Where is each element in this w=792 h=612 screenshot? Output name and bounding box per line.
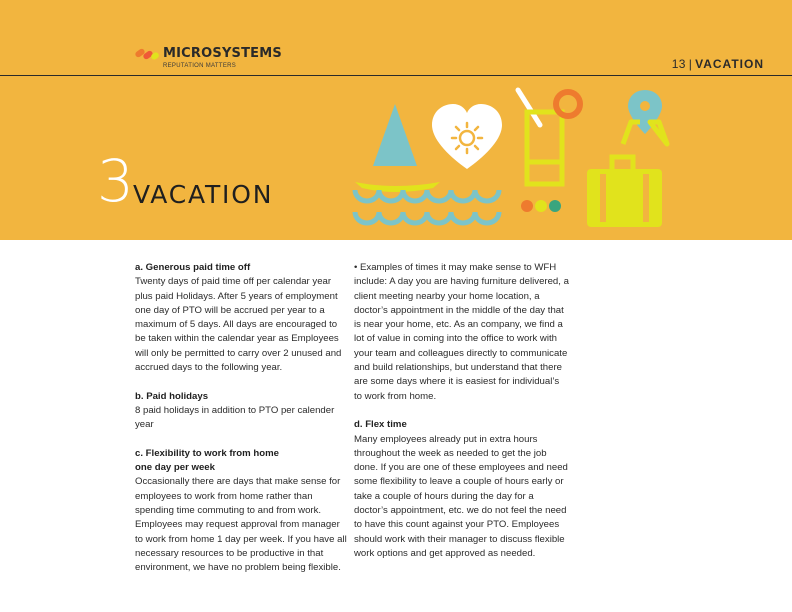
- section-body: Occasionally there are days that make sense for employees to work from home rather than spending time commuting to and from work. Employees may request approval from manager to work from home 1 day per week. If you have all necessary resources to be productive in that environment, we have no problem being flexible.: [135, 476, 347, 574]
- chapter-title: VACATION: [133, 180, 274, 209]
- page-title: VACATION: [695, 57, 764, 71]
- ring-icon: [556, 92, 580, 116]
- section-heading: c. Flexibility to work from home: [135, 447, 279, 459]
- heart-sun-icon: [432, 104, 502, 169]
- section-heading: b. Paid holidays: [135, 390, 209, 402]
- content-column-right: [354, 261, 569, 576]
- section-body: 8 paid holidays in addition to PTO per calender year: [135, 404, 335, 431]
- section-work-from-home: [135, 447, 347, 576]
- section-paid-time-off: [135, 261, 347, 375]
- logo-mark-icon: [134, 47, 160, 61]
- section-wfh-examples: [354, 261, 569, 404]
- section-heading: d. Flex time: [354, 419, 407, 431]
- section-body: Twenty days of paid time off per calendar year plus paid Holidays. After 5 years of employment one day of PTO will be accrued per year to a maximum of 5 days. All days are encouraged to be taken within the calendar year as Employees will only be permitted to carry over 2 unused and accrued days to the following year.: [135, 276, 342, 374]
- suitcase-icon: [587, 157, 662, 227]
- location-pin-icon: [623, 90, 667, 144]
- dots-icon: [521, 200, 561, 212]
- section-flex-time: [354, 418, 569, 561]
- brand-name: MICROSYSTEMS: [163, 46, 282, 61]
- chapter-number: 3: [97, 147, 134, 215]
- page-label-separator: |: [688, 57, 693, 71]
- section-body: Many employees already put in extra hours throughout the week as needed to get the job done. If you are one of these employees and need some flexibility to leave a couple of hours early or take a couple of hours during the day for a doctor’s appointment, etc. we do not feel the need to have this count against your PTO. Employees should work with their manager to discuss flexible work options and get approved as needed.: [354, 433, 568, 559]
- brand-tagline: REPUTATION MATTERS: [163, 63, 237, 69]
- waves-icon: [355, 190, 499, 223]
- vacation-illustration: [350, 82, 670, 232]
- page-number: 13: [671, 57, 686, 71]
- section-paid-holidays: [135, 390, 347, 433]
- section-body: • Examples of times it may make sense to WFH include: A day you are having furniture delivered, a client meeting nearby your home location, a doctor’s appointment in the middle of the day that is near your home, etc. As an company, we find a lot of value in coming into the office to work with your team and colleagues directly to communicate and build relationships, but understand that there are some days where it is easiest for individual’s to work from home.: [354, 262, 569, 402]
- sailboat-icon: [355, 104, 440, 192]
- header-divider: [0, 75, 792, 76]
- section-heading: a. Generous paid time off: [135, 262, 251, 273]
- header-band: [0, 0, 792, 240]
- section-subheading: one day per week: [135, 462, 215, 474]
- page-label: [672, 57, 764, 71]
- content-column-left: [135, 261, 347, 590]
